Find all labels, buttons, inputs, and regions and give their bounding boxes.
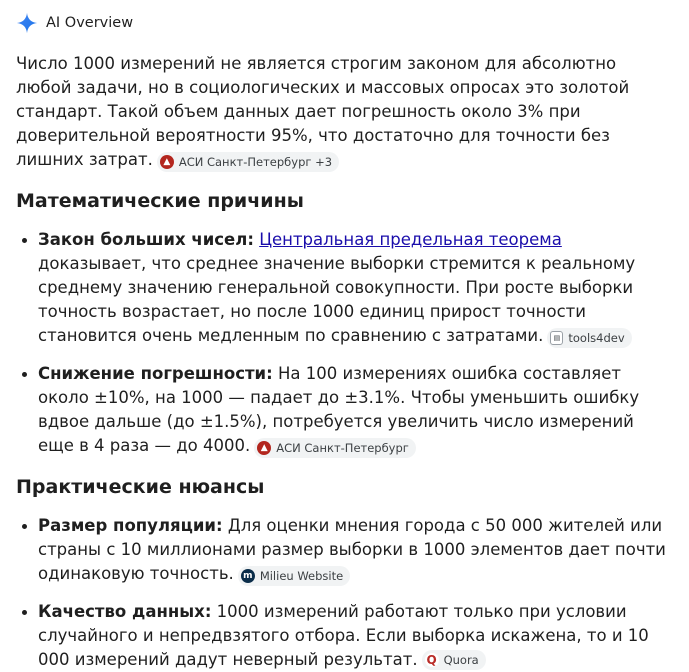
item-term: Качество данных:	[38, 602, 212, 621]
source-chip-label: tools4dev	[568, 331, 625, 345]
section-heading-practical: Практические нюансы	[16, 476, 265, 498]
ai-overview-title: AI Overview	[46, 15, 134, 31]
milieu-logo-icon: m	[241, 569, 255, 583]
clt-link[interactable]: Центральная предельная теорема	[259, 230, 562, 249]
item-text: На 100 измерениях ошибка составляет около ±10%, на 1000 — падает до ±3.1%. Чтобы уменьшить ошибку вдвое дальше (до ±1.5%), потребуется увеличить число измерений еще в 4 раза — до 4000.	[38, 364, 640, 455]
list-item	[16, 514, 673, 586]
intro-text: Число 1000 измерений не является строгим законом для абсолютно любой задачи, но в социологических и массовых опросах это золотой стандарт. Такой объем данных дает погрешность около 3% при доверительной вероятности 95%, что достаточно для точности без лишних затрат.	[16, 54, 630, 169]
gemini-sparkle-icon	[16, 12, 38, 34]
source-chip-tools4dev[interactable]	[547, 328, 631, 348]
section-heading-math: Математические причины	[16, 190, 304, 212]
intro-paragraph	[16, 52, 673, 172]
ai-overview-header	[16, 10, 673, 36]
source-chip-asi[interactable]	[254, 438, 416, 458]
source-chip-label: Quora	[443, 653, 479, 667]
item-term: Снижение погрешности:	[38, 364, 273, 383]
source-chip-label: АСИ Санкт-Петербург +3	[178, 155, 333, 169]
source-chip-milieu[interactable]	[238, 566, 350, 586]
list-item	[16, 600, 673, 672]
list-item	[16, 362, 673, 458]
practical-nuances-list	[16, 514, 673, 672]
asi-logo-icon: ▲	[257, 441, 271, 455]
source-chip-label: Milieu Website	[259, 569, 344, 583]
item-text: Для оценки мнения города с 50 000 жителей или страны с 10 миллионами размер выборки в 1000 элементов дает почти одинаковую точность.	[38, 516, 666, 583]
item-term: Размер популяции:	[38, 516, 223, 535]
quora-logo-icon: Q	[426, 653, 437, 667]
math-reasons-list	[16, 228, 673, 458]
asi-logo-icon: ▲	[160, 155, 174, 169]
item-text: доказывает, что среднее значение выборки стремится к реальному среднему значению генеральной совокупности. При росте выборки точность возрастает, но после 1000 единиц прирост точности становится очень медленным по сравнению с затратами.	[38, 254, 636, 345]
item-text: 1000 измерений работают только при условии случайного и непредвзятого отбора. Если выборка искажена, то и 10 000 измерений дадут неверный результат.	[38, 602, 649, 669]
list-item	[16, 228, 673, 348]
source-chip-asi-plus[interactable]	[157, 152, 339, 172]
item-term: Закон больших чисел:	[38, 230, 254, 249]
source-chip-label: АСИ Санкт-Петербург	[276, 441, 409, 455]
source-chip-quora[interactable]	[422, 650, 486, 670]
tools4dev-logo-icon: ▤	[550, 331, 563, 345]
